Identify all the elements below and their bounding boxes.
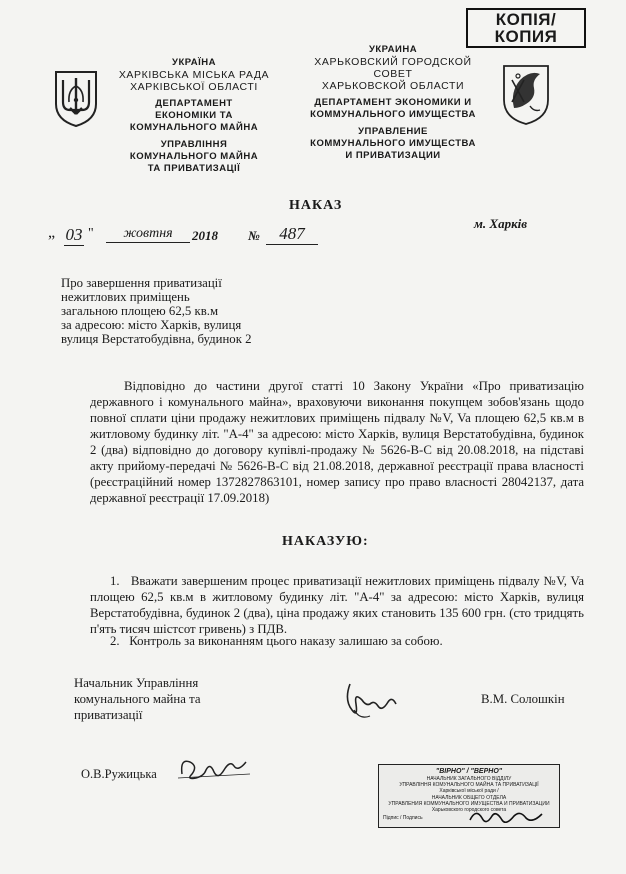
- true-copy-stamp-line-1: НАЧАЛЬНИК ЗАГАЛЬНОГО ВІДДІЛУ: [426, 776, 512, 782]
- directorate-ua-line-2: КОМУНАЛЬНОГО МАЙНА: [129, 151, 259, 162]
- true-copy-stamp-sign-label: Підпис / Подпись: [383, 815, 423, 822]
- date-day: 03: [65, 225, 83, 244]
- signatory-position-line-2: комунального майна та: [74, 692, 201, 706]
- date-open-quote: „: [48, 224, 56, 241]
- date-month: жовтня: [106, 226, 190, 243]
- council-ru-line-2: СОВЕТ: [373, 68, 413, 80]
- order-item-2-number: 2.: [110, 634, 120, 648]
- council-ru-line-1: ХАРЬКОВСКИЙ ГОРОДСКОЙ: [314, 56, 472, 68]
- director-signature: [340, 680, 400, 724]
- true-copy-stamp-line-4: НАЧАЛЬНИК ОБЩЕГО ОТДЕЛА: [431, 794, 507, 801]
- council-ru-line-3: ХАРЬКОВСКОЙ ОБЛАСТИ: [321, 80, 465, 92]
- directorate-ua-line-3: ТА ПРИВАТИЗАЦІЇ: [147, 163, 241, 174]
- date-year: 2018: [192, 228, 218, 243]
- header-russian: [290, 44, 496, 162]
- date-close-quote: ": [88, 226, 94, 241]
- subject-line-1: Про завершення приватизації: [61, 276, 222, 290]
- directorate-ru-line-2: КОММУНАЛЬНОГО ИМУЩЕСТВА: [310, 138, 476, 149]
- order-number: 487: [266, 224, 318, 245]
- true-copy-stamp-title: "ВІРНО" / "ВЕРНО": [435, 768, 503, 775]
- country-ua: УКРАЇНА: [172, 57, 216, 68]
- department-ua-line-3: КОМУНАЛЬНОГО МАЙНА: [129, 122, 259, 133]
- order-item-1: [90, 573, 584, 637]
- department-ua-line-1: ДЕПАРТАМЕНТ: [155, 98, 233, 109]
- order-item-1-text: Вважати завершеним процес приватизації нежитлових приміщень підвалу №V, Va площею 62,5 кв.м в житловому будинку літ. "А-4" за адресою: місто Харків, вулиця Верстатобудівна, будинок 2 (два), ціна продажу яких становить 135 600 грн. (сто тридцять п'ять тисяч шістсот гривень) з ПДВ.: [90, 574, 584, 636]
- order-item-1-number: 1.: [110, 574, 120, 588]
- document-place: м. Харків: [474, 216, 528, 231]
- country-ru: УКРАИНА: [368, 44, 418, 55]
- directorate-ua-line-1: УПРАВЛІННЯ: [160, 139, 228, 150]
- header-ukrainian: [106, 57, 282, 175]
- subject-line-3: загальною площею 62,5 кв.м: [61, 304, 219, 318]
- executor-name: О.В.Ружицька: [81, 767, 157, 781]
- order-item-2: [90, 633, 584, 649]
- order-heading: НАКАЗУЮ:: [282, 534, 369, 549]
- true-copy-stamp-line-2: УПРАВЛІННЯ КОМУНАЛЬНОГО МАЙНА ТА ПРИВАТИЗАЦІЇ: [399, 782, 539, 789]
- department-ua-line-2: ЕКОНОМІКИ ТА: [155, 110, 233, 121]
- executor-signature: [176, 748, 256, 788]
- signatory-position: [74, 675, 201, 723]
- preamble-paragraph: Відповідно до частини другої статті 10 Закону України «Про приватизацію державного і комунального майна», враховуючи виконання покупцем зобов'язань щодо повної сплати ціни продажу нежитлових приміщень підвалу №V, Va площею 62,5 кв.м в житловому будинку літ. "А-4" за адресою: місто Харків, вулиця Верстатобудівна, будинок 2 (два) відповідно до договору купівлі-продажу № 5626-В-С від 20.08.2018, на підставі акту прийому-передачі № 5626-В-С від 21.08.2018, державної реєстрації права власності (реєстраційний номер 1372827863101, номер запису про право власності 28042137, дата державної реєстрації 17.09.2018): [90, 379, 584, 505]
- subject-line-2: нежитлових приміщень: [61, 290, 190, 304]
- signatory-name: В.М. Солошкін: [481, 692, 565, 706]
- true-copy-signature: [466, 806, 546, 830]
- copy-stamp: [466, 8, 586, 48]
- order-number-label: №: [248, 228, 260, 243]
- subject-line-5: вулиця Верстатобудівна, будинок 2: [61, 332, 252, 346]
- council-ua-line-1: ХАРКІВСЬКА МІСЬКА РАДА: [118, 69, 270, 81]
- department-ru-line-1: ДЕПАРТАМЕНТ ЭКОНОМИКИ И: [314, 97, 472, 108]
- date-number-line: [48, 222, 378, 248]
- ukraine-coat-of-arms-icon: [52, 68, 100, 128]
- kharkiv-emblem-icon: [500, 62, 552, 126]
- order-subject: [61, 276, 252, 346]
- directorate-ru-line-1: УПРАВЛЕНИЕ: [358, 126, 428, 137]
- directorate-ru-line-3: И ПРИВАТИЗАЦИИ: [345, 150, 441, 161]
- council-ua-line-2: ХАРКІВСЬКОЇ ОБЛАСТІ: [130, 81, 258, 93]
- department-ru-line-2: КОММУНАЛЬНОГО ИМУЩЕСТВА: [310, 109, 476, 120]
- subject-line-4: за адресою: місто Харків, вулиця: [61, 318, 242, 332]
- copy-stamp-line-1: КОПІЯ/: [495, 10, 557, 29]
- signatory-position-line-3: приватизації: [74, 708, 143, 722]
- copy-stamp-line-2: КОПИЯ: [494, 27, 558, 46]
- document-title: НАКАЗ: [289, 198, 343, 213]
- signatory-position-line-1: Начальник Управління: [74, 676, 199, 690]
- true-copy-stamp-line-3: Харківської міської ради /: [439, 788, 499, 795]
- order-item-2-text: Контроль за виконанням цього наказу залишаю за собою.: [129, 634, 443, 648]
- true-copy-stamp-line-6: Харьковского городского совета: [431, 807, 507, 814]
- true-copy-stamp-line-5: УПРАВЛЕНИЯ КОММУНАЛЬНОГО ИМУЩЕСТВА И ПРИВАТИЗАЦИИ: [388, 800, 550, 807]
